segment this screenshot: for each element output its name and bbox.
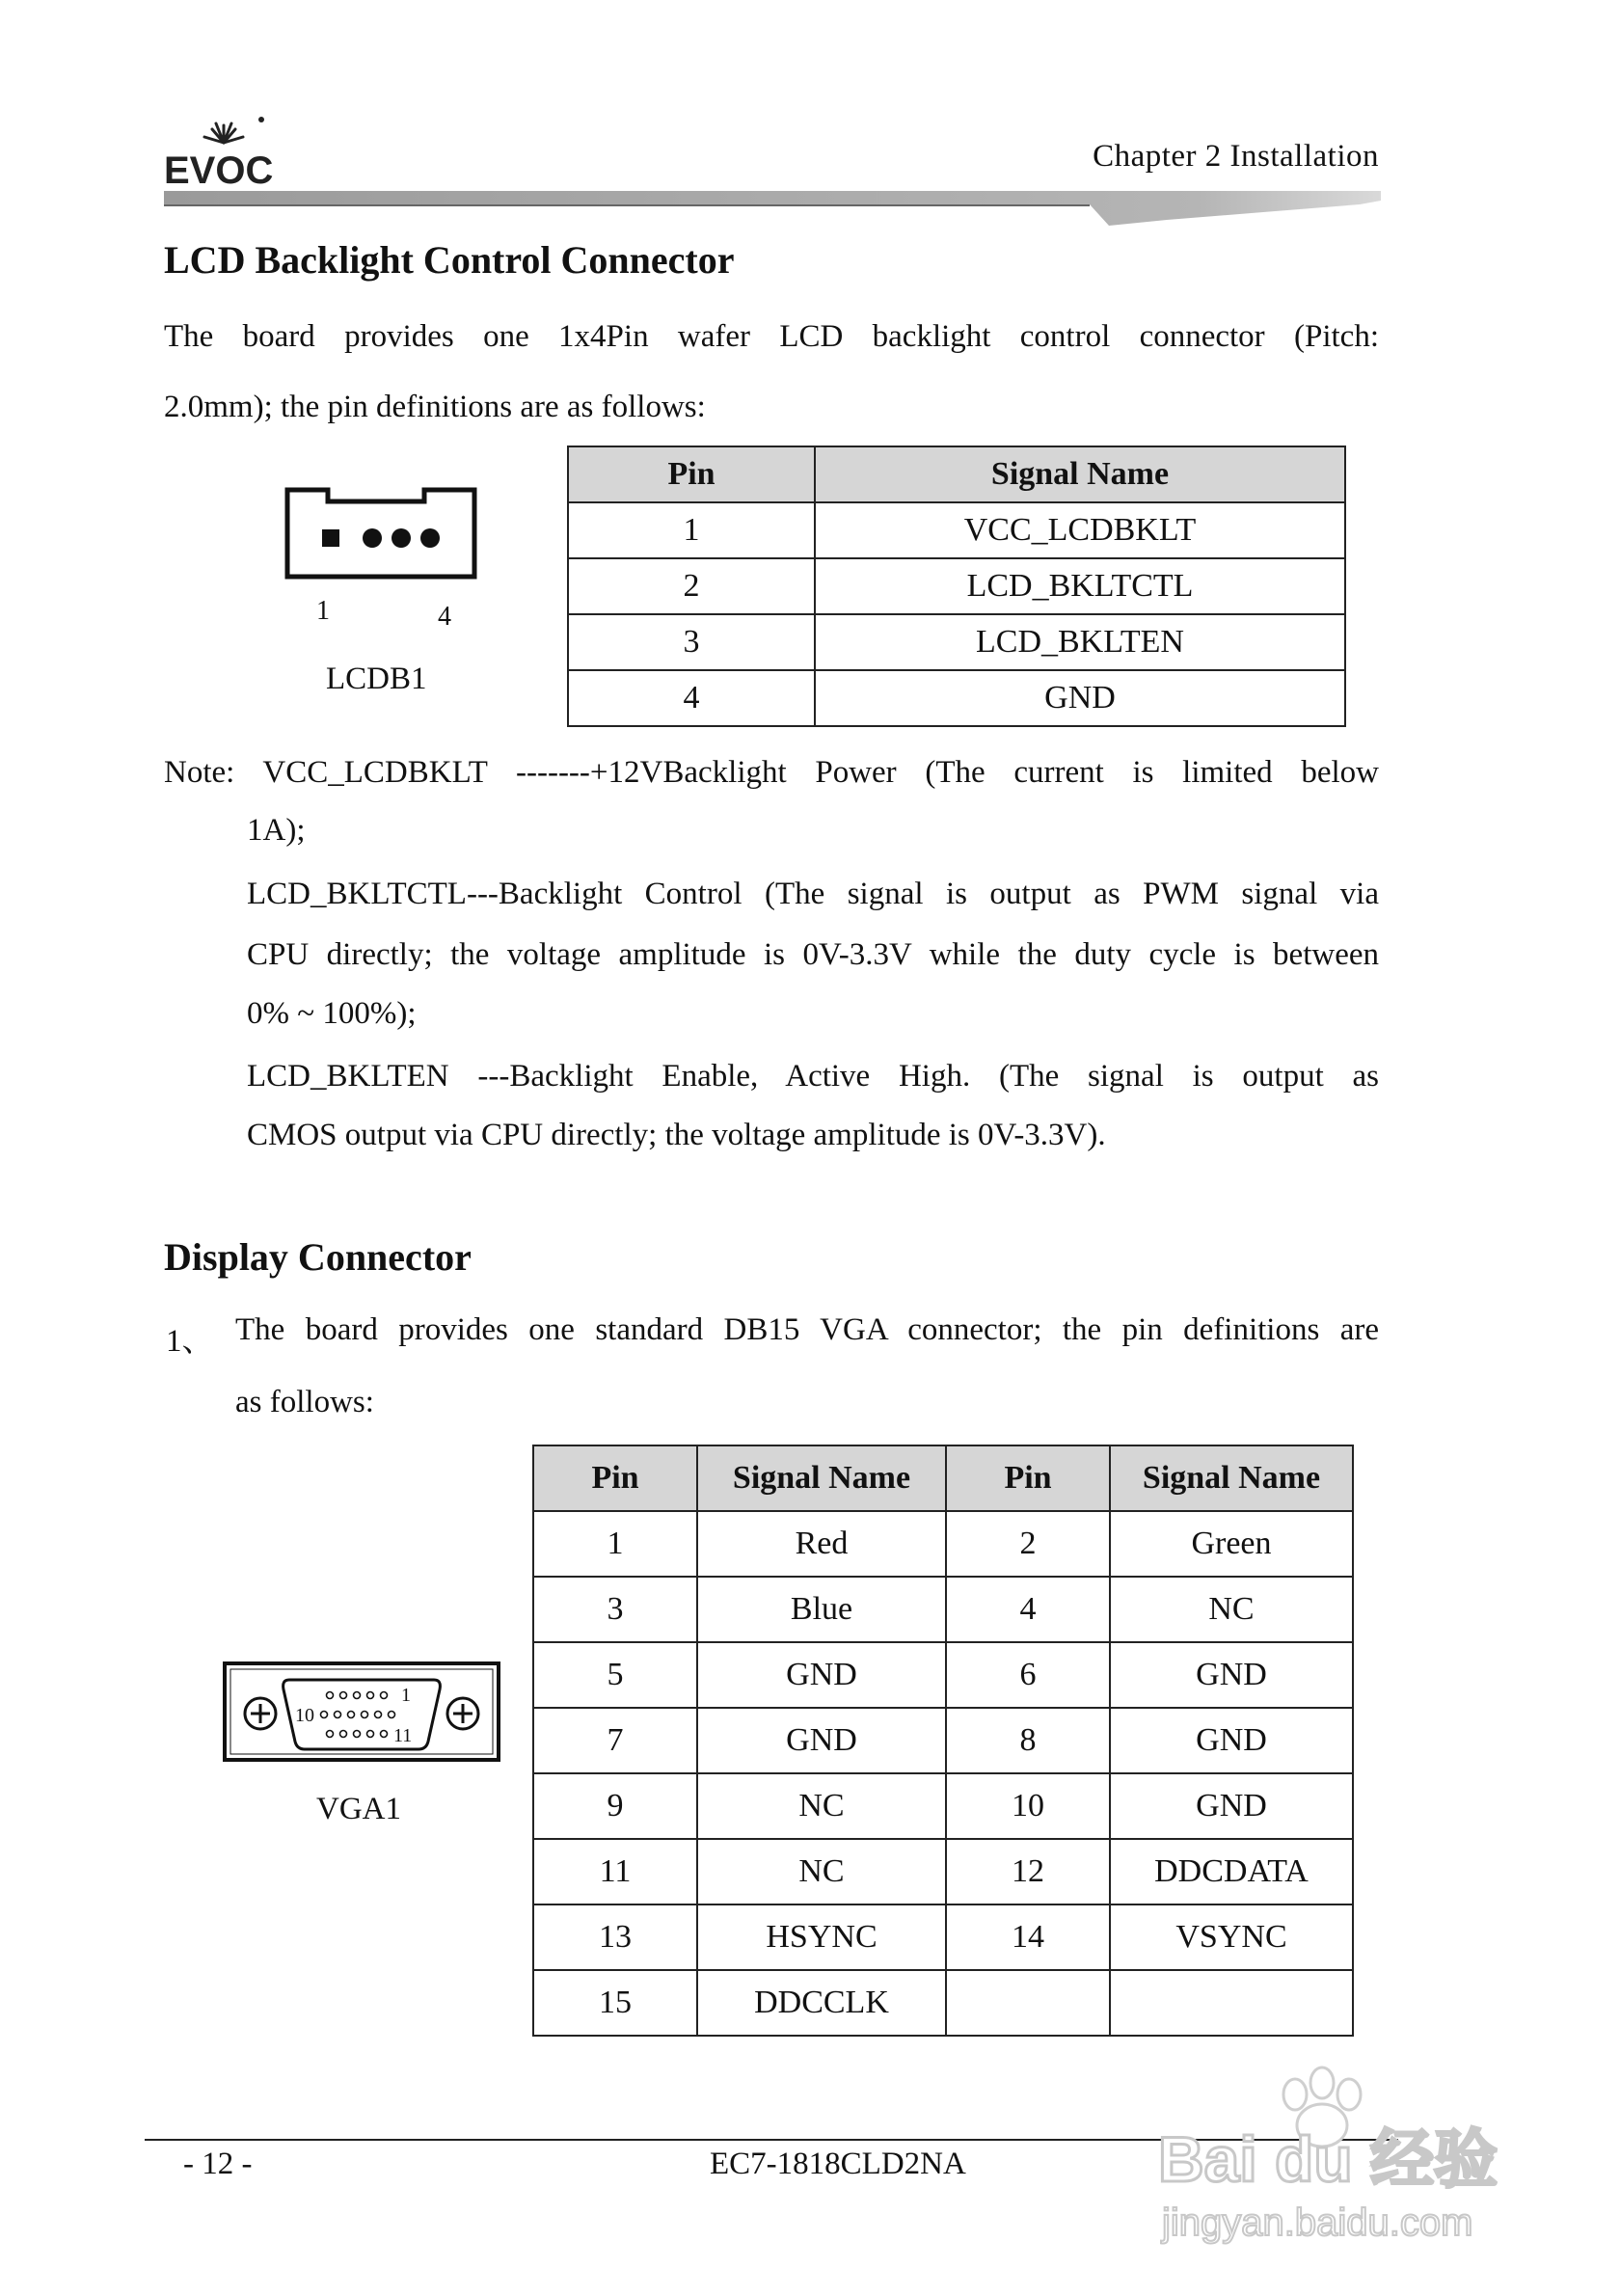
pin-cell: 5 [533,1642,697,1708]
pin-cell [946,1970,1110,2036]
table-row [533,1839,1353,1904]
svg-text:11: 11 [393,1725,413,1746]
pin-cell: 7 [533,1708,697,1773]
signal-cell: VCC_LCDBKLT [815,502,1345,558]
pin-cell: 1 [568,502,815,558]
list-item-number: 1、 [166,1324,214,1359]
signal-cell: NC [697,1773,946,1839]
svg-text:4: 4 [438,602,451,632]
display-heading: Display Connector [164,1235,472,1279]
table-row [568,502,1345,558]
signal-cell: GND [1110,1708,1353,1773]
signal-cell [1110,1970,1353,2036]
evoc-logo [164,114,280,191]
table-row [533,1708,1353,1773]
table-row [533,1970,1353,2036]
col-header-pin: Pin [568,446,815,502]
pin-cell: 2 [946,1511,1110,1577]
col-header-signal: Signal Name [1110,1445,1353,1511]
vga-connector-label: VGA1 [316,1792,401,1826]
table-row [533,1511,1353,1577]
note-line-3: LCD_BKLTCTL---Backlight Control (The signal is output as PWM signal via [247,877,1379,911]
page-number: - 12 - [183,2147,253,2181]
note-line-2: 1A); [247,813,306,848]
header-rule [164,191,1381,226]
vga-connector-diagram [222,1661,501,1763]
table-header-row [533,1445,1353,1511]
signal-cell: Green [1110,1511,1353,1577]
chapter-title: Chapter 2 Installation [1093,139,1379,174]
col-header-signal: Signal Name [697,1445,946,1511]
table-row [568,614,1345,670]
lcd-connector-label: LCDB1 [326,662,427,696]
note-line-7: CMOS output via CPU directly; the voltage amplitude is 0V-3.3V). [247,1118,1106,1152]
pin-cell: 3 [533,1577,697,1642]
svg-text:1: 1 [316,596,330,626]
signal-cell: NC [697,1839,946,1904]
signal-cell: GND [697,1642,946,1708]
pin-cell: 9 [533,1773,697,1839]
note-line-1: Note: VCC_LCDBKLT -------+12VBacklight Power (The current is limited below [164,755,1379,790]
pin-cell: 6 [946,1642,1110,1708]
note-line-6: LCD_BKLTEN ---Backlight Enable, Active High. (The signal is output as [247,1059,1379,1094]
lcd-pin-table [567,446,1346,727]
display-intro-line2: as follows: [235,1385,374,1419]
pin-cell: 13 [533,1904,697,1970]
svg-text:Bai du 经验: Bai du 经验 [1158,2123,1498,2195]
lcd-intro-line2: 2.0mm); the pin definitions are as follows: [164,390,706,424]
signal-cell: GND [697,1708,946,1773]
pin-cell: 8 [946,1708,1110,1773]
screw-icon [447,1698,478,1729]
signal-cell: NC [1110,1577,1353,1642]
table-row [533,1577,1353,1642]
signal-cell: LCD_BKLTCTL [815,558,1345,614]
svg-text:1: 1 [401,1685,411,1706]
signal-cell: Red [697,1511,946,1577]
col-header-pin: Pin [946,1445,1110,1511]
display-intro-line1: The board provides one standard DB15 VGA connector; the pin definitions are [235,1312,1379,1347]
pin-cell: 12 [946,1839,1110,1904]
pin-cell: 14 [946,1904,1110,1970]
pin-cell: 4 [946,1577,1110,1642]
model-number: EC7-1818CLD2NA [710,2147,966,2181]
lcd-connector-diagram [280,482,482,636]
pin-cell: 11 [533,1839,697,1904]
table-row [533,1904,1353,1970]
table-row [533,1642,1353,1708]
table-row [568,670,1345,726]
pin-cell: 4 [568,670,815,726]
lcd-intro-line1: The board provides one 1x4Pin wafer LCD backlight control connector (Pitch: [164,319,1379,354]
svg-text:EVOC: EVOC [164,149,274,191]
lcd-heading: LCD Backlight Control Connector [164,238,735,282]
note-line-5: 0% ~ 100%); [247,996,417,1031]
table-header-row [568,446,1345,502]
pin-cell: 10 [946,1773,1110,1839]
svg-text:jingyan.baidu.com: jingyan.baidu.com [1162,2201,1473,2244]
signal-cell: Blue [697,1577,946,1642]
table-row [568,558,1345,614]
signal-cell: VSYNC [1110,1904,1353,1970]
pin-cell: 3 [568,614,815,670]
note-line-4: CPU directly; the voltage amplitude is 0V-3.3V while the duty cycle is between [247,937,1379,972]
signal-cell: GND [1110,1642,1353,1708]
baidu-watermark [1152,2054,1557,2247]
table-row [533,1773,1353,1839]
pin-cell: 1 [533,1511,697,1577]
signal-cell: DDCCLK [697,1970,946,2036]
signal-cell: GND [815,670,1345,726]
screw-icon [245,1698,276,1729]
signal-cell: DDCDATA [1110,1839,1353,1904]
vga-pin-table [532,1445,1354,2037]
pin1-square-icon [322,529,339,547]
signal-cell: HSYNC [697,1904,946,1970]
col-header-signal: Signal Name [815,446,1345,502]
signal-cell: GND [1110,1773,1353,1839]
pin-cell: 2 [568,558,815,614]
col-header-pin: Pin [533,1445,697,1511]
svg-text:10: 10 [295,1705,314,1726]
pin-cell: 15 [533,1970,697,2036]
signal-cell: LCD_BKLTEN [815,614,1345,670]
